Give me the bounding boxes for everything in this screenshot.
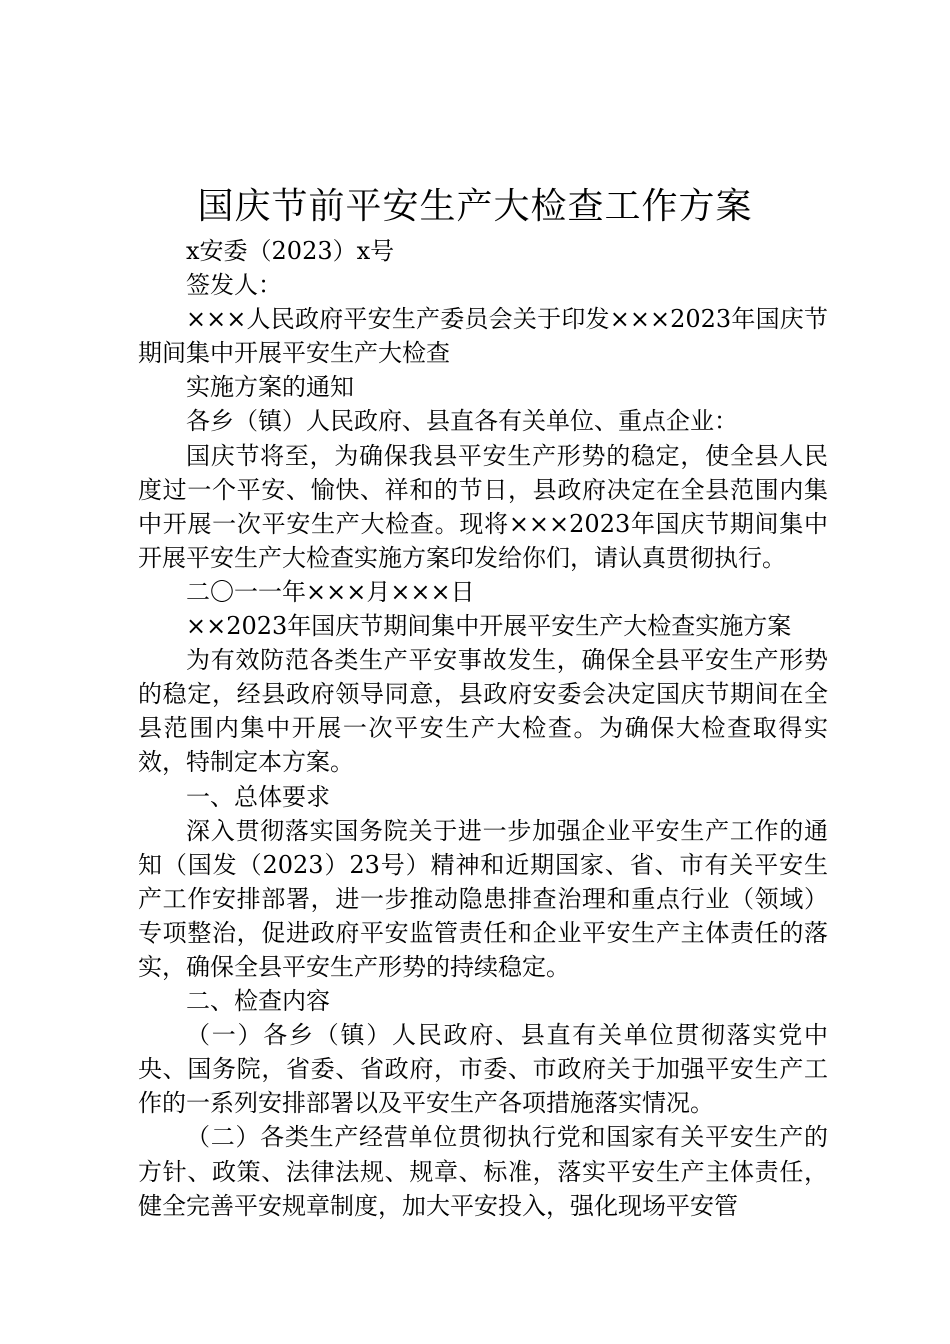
notice-heading-continued: 实施方案的通知 [186, 373, 354, 402]
plan-heading: ××2023年国庆节期间集中开展平安生产大检查实施方案 [186, 612, 792, 641]
inspection-item-2: （二）各类生产经营单位贯彻执行党和国家有关平安生产的方针、政策、法律法规、规章、标准，落实平安生产主体责任，健全完善平安规章制度，加大平安投入，强化现场平安管 [138, 1123, 828, 1220]
issuer-line: 签发人： [186, 271, 282, 300]
general-requirements-paragraph: 深入贯彻落实国务院关于进一步加强企业平安生产工作的通知（国发（2023）23号）精神和近期国家、省、市有关平安生产工作安排部署，进一步推动隐患排查治理和重点行业（领域）专项整治，促进政府平安监管责任和企业平安生产主体责任的落实，确保全县平安生产形势的持续稳定。 [138, 816, 828, 981]
date-line: 二〇一一年×××月×××日 [186, 577, 475, 606]
notice-paragraph: 国庆节将至，为确保我县平安生产形势的稳定，使全县人民度过一个平安、愉快、祥和的节日，县政府决定在全县范围内集中开展一次平安生产大检查。现将×××2023年国庆节期间集中开展平安生产大检查实施方案印发给你们，请认真贯彻执行。 [138, 441, 828, 572]
inspection-item-1: （一）各乡（镇）人民政府、县直有关单位贯彻落实党中央、国务院，省委、省政府，市委、市政府关于加强平安生产工作的一系列安排部署以及平安生产各项措施落实情况。 [138, 1021, 828, 1118]
document-number: x安委（2023）x号 [186, 237, 395, 265]
plan-intro-paragraph: 为有效防范各类生产平安事故发生，确保全县平安生产形势的稳定，经县政府领导同意，县政府安委会决定国庆节期间在全县范围内集中开展一次平安生产大检查。为确保大检查取得实效，特制定本方案。 [138, 646, 828, 777]
recipients-line: 各乡（镇）人民政府、县直各有关单位、重点企业： [186, 407, 738, 436]
section-heading-general-requirements: 一、总体要求 [186, 782, 330, 811]
document-body [138, 234, 828, 1223]
document-title: 国庆节前平安生产大检查工作方案 [197, 186, 753, 227]
section-heading-inspection-content: 二、检查内容 [186, 987, 330, 1016]
notice-heading: ×××人民政府平安生产委员会关于印发×××2023年国庆节期间集中开展平安生产大检查 [138, 305, 828, 368]
